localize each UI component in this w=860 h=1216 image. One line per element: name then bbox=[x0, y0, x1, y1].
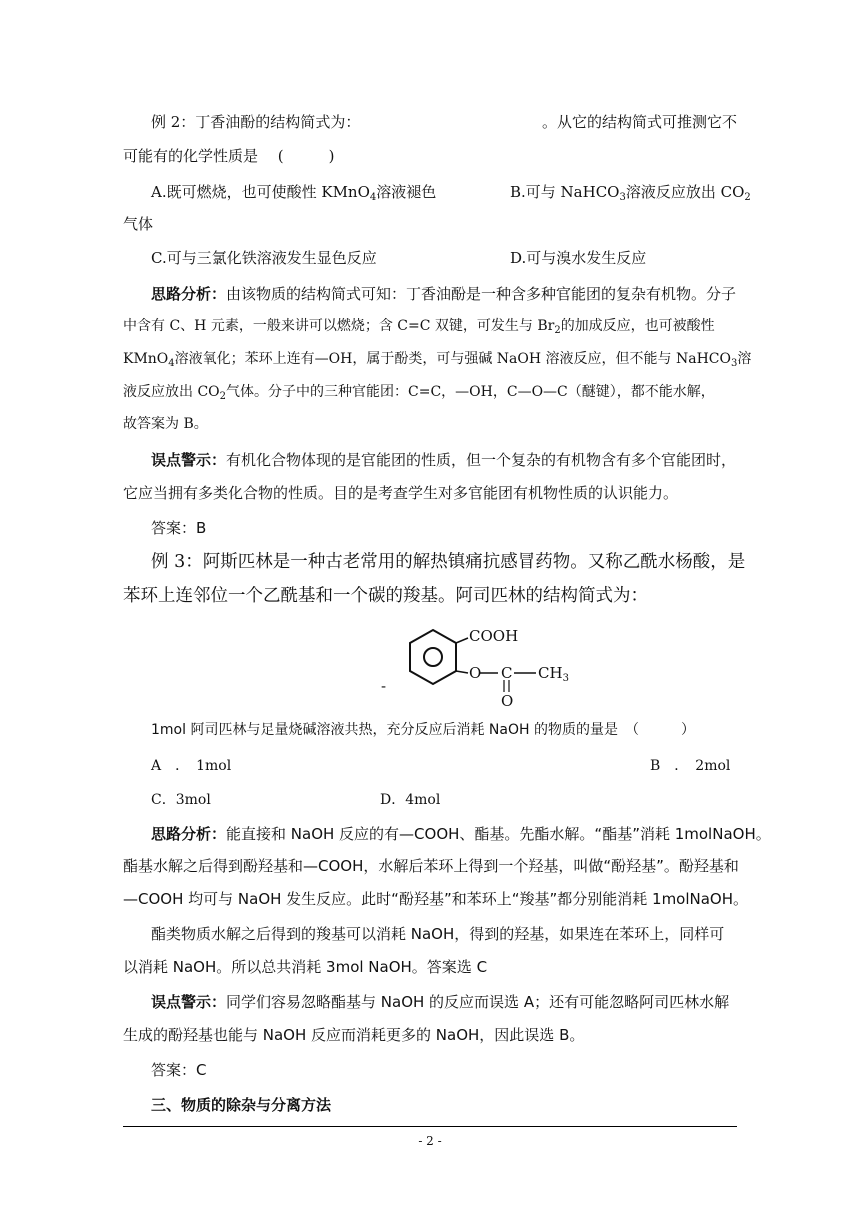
ex2-option-c: C.可与三氯化铁溶液发生显色反应 bbox=[151, 249, 377, 267]
ex2-analysis-line2: 中含有 C、H 元素，一般来讲可以燃烧；含 C=C 双键，可发生与 $Br_2$的加成反应，也可被酸性 bbox=[123, 318, 715, 336]
footer-rule bbox=[123, 1126, 737, 1127]
methyl-label: $CH_3$ bbox=[538, 664, 569, 684]
ex3-warning-line1: 误点警示：同学们容易忽略酯基与 NaOH 的反应而误选 A；还有可能忽略阿司匹林水解 bbox=[151, 993, 730, 1011]
ex2-analysis-line1: 思路分析：由该物质的结构简式可知：丁香油酚是一种含多种官能团的复杂有机物。分子 bbox=[151, 285, 737, 303]
ex3-analysis-line2: 酯基水解之后得到酚羟基和—COOH，水解后苯环上得到一个羟基，叫做“酚羟基”。酚羟基和 bbox=[123, 857, 739, 875]
bond-ring-cooh bbox=[456, 638, 468, 643]
ex3-option-a: A ． 1mol bbox=[151, 758, 232, 774]
ex3-analysis-label: 思路分析： bbox=[151, 825, 227, 843]
structure-stray-dash: - bbox=[381, 677, 387, 695]
ex3-analysis-line3: —COOH 均可与 NaOH 发生反应。此时“酚羟基”和苯环上“羧基”都分别能消耗 1molNaOH。 bbox=[123, 890, 749, 908]
ex3-option-c: C．3mol bbox=[151, 792, 211, 808]
ex2-option-b: B.可与 NaHCO$_3$溶液反应放出 $CO_2$ bbox=[510, 183, 751, 203]
carbonyl-c-label: C bbox=[501, 664, 513, 682]
carbonyl-o-label: O bbox=[501, 692, 514, 710]
ex2-option-a: A.既可燃烧，也可使酸性 KMnO$_4$溶液褪色 bbox=[151, 183, 437, 203]
ex3-question: 1mol 阿司匹林与足量烧碱溶液共热，充分反应后消耗 NaOH 的物质的量是 （ ） bbox=[151, 722, 695, 738]
ex2-stem-line2: 可能有的化学性质是 ( ) bbox=[123, 147, 335, 165]
ex3-option-b: B ． 2mol bbox=[650, 758, 731, 774]
ex3-option-d: D．4mol bbox=[380, 792, 441, 808]
ex2-warning-label: 误点警示： bbox=[151, 451, 227, 469]
ex2-stem-line1-end: 。从它的结构简式可推测它不 bbox=[542, 113, 738, 131]
ex3-analysis-line5: 以消耗 NaOH。所以总共消耗 3mol NaOH。答案选 C bbox=[123, 958, 488, 976]
cooh-label: COOH bbox=[469, 627, 519, 645]
ex3-stem-line1: 例 3：阿斯匹林是一种古老常用的解热镇痛抗感冒药物。又称乙酰水杨酸，是 bbox=[151, 552, 746, 572]
section-heading: 三、物质的除杂与分离方法 bbox=[151, 1096, 332, 1114]
ex3-analysis-line4: 酯类物质水解之后得到的羧基可以消耗 NaOH，得到的羟基，如果连在苯环上，同样可 bbox=[151, 925, 725, 943]
ex2-analysis-line3: KMnO$_4$溶液氧化；苯环上连有—OH，属于酚类，可与强碱 NaOH 溶液反应，但不能与 NaHCO$_3$溶 bbox=[123, 351, 752, 369]
page-number: - 2 - bbox=[418, 1134, 442, 1148]
ex2-option-b-cont: 气体 bbox=[123, 215, 154, 233]
ex2-analysis-line5: 故答案为 B。 bbox=[123, 416, 208, 432]
ex2-warning-line2: 它应当拥有多类化合物的性质。目的是考查学生对多官能团有机物性质的认识能力。 bbox=[123, 484, 679, 502]
bond-ring-o bbox=[456, 671, 468, 673]
ex3-stem-line2: 苯环上连邻位一个乙酰基和一个碳的羧基。阿司匹林的结构简式为： bbox=[123, 586, 648, 606]
ex2-stem-line1: 例 2：丁香油酚的结构简式为： bbox=[151, 113, 361, 131]
benzene-ring bbox=[410, 630, 456, 684]
benzene-inner-circle bbox=[424, 648, 442, 666]
ex3-analysis-line1: 思路分析：能直接和 NaOH 反应的有—COOH、酯基。先酯水解。“酯基”消耗 1molNaOH。 bbox=[151, 825, 771, 843]
ex2-analysis-line4: 液反应放出 $CO_2$气体。分子中的三种官能团：C=C，—OH，C—O—C（醚键），都不能水解， bbox=[123, 384, 715, 402]
ex3-answer: 答案：C bbox=[151, 1061, 207, 1079]
ex2-warning-line1: 误点警示：有机化合物体现的是官能团的性质，但一个复杂的有机物含有多个官能团时， bbox=[151, 451, 737, 469]
aspirin-structure bbox=[370, 622, 590, 716]
ex3-warning-line2: 生成的酚羟基也能与 NaOH 反应而消耗更多的 NaOH，因此误选 B。 bbox=[123, 1026, 585, 1044]
ester-o-label: O bbox=[469, 664, 482, 682]
ex3-warning-label: 误点警示： bbox=[151, 993, 227, 1011]
ex2-answer: 答案：B bbox=[151, 519, 207, 537]
ex2-analysis-label: 思路分析： bbox=[151, 285, 227, 303]
ex2-option-d: D.可与溴水发生反应 bbox=[510, 249, 647, 267]
